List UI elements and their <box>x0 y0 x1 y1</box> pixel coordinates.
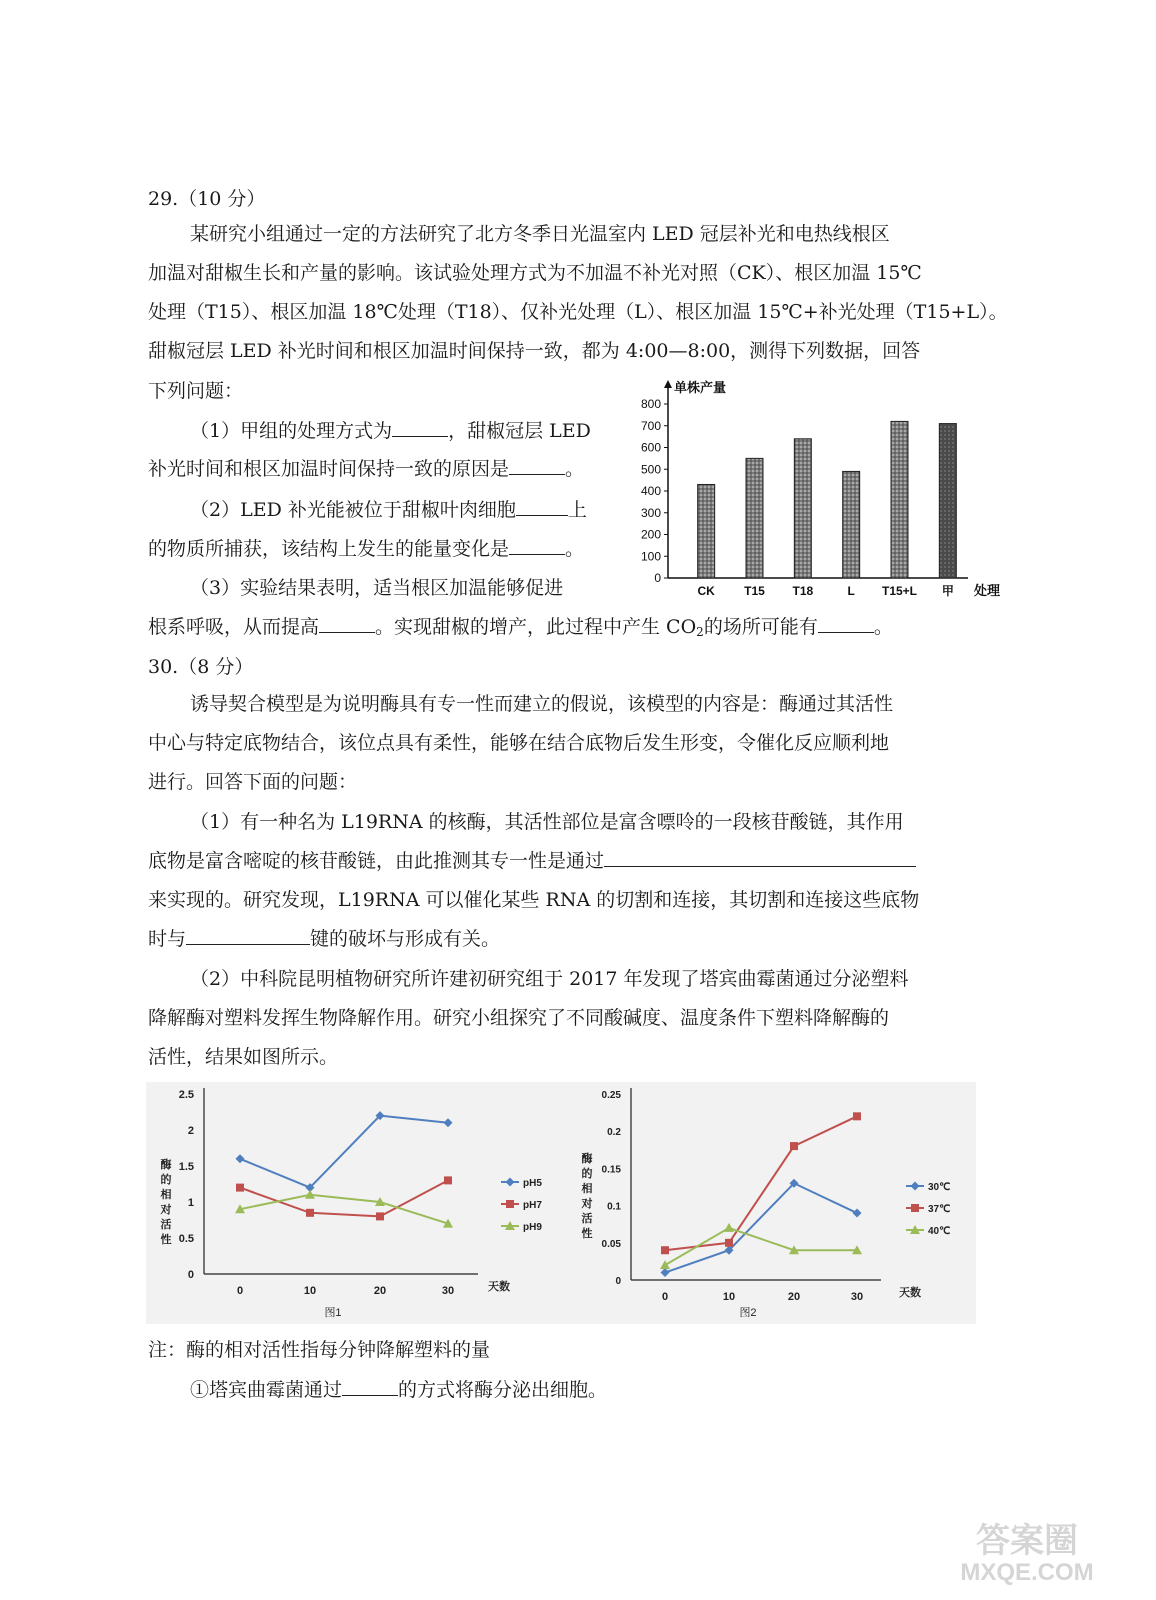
question-29-title: 29.（10 分） <box>148 188 266 210</box>
q30-paragraph-line: 中心与特定底物结合，该位点具有柔性，能够在结合底物后发生形变，令催化反应顺利地 <box>148 732 890 754</box>
x-tick-label: 甲 <box>941 584 954 598</box>
data-point <box>376 1212 384 1220</box>
q29-paragraph-line: 加温对甜椒生长和产量的影响。该试验处理方式为不加温不补光对照（CK）、根区加温 15℃ <box>148 262 922 284</box>
y-axis-label-char: 酶 <box>581 1153 593 1165</box>
watermark <box>932 1514 1122 1586</box>
x-axis-label: 天数 <box>899 1287 921 1299</box>
data-point <box>790 1142 798 1150</box>
answer-blank[interactable] <box>509 456 565 475</box>
legend-marker <box>506 1200 514 1208</box>
y-axis-label-char: 相 <box>581 1183 593 1195</box>
question-30-title: 30.（8 分） <box>148 656 254 678</box>
q30-paragraph-line: 进行。回答下面的问题： <box>148 771 358 793</box>
text: 。 <box>565 538 585 560</box>
data-point <box>661 1246 669 1254</box>
answer-blank[interactable] <box>509 536 565 555</box>
x-tick-label: 0 <box>236 1285 244 1297</box>
data-point <box>236 1184 244 1192</box>
q30-subquestion-1-cont: 来实现的。研究发现，L19RNA 可以催化某些 RNA 的切割和连接，其切割和连接这些底物 <box>148 889 920 911</box>
data-point <box>725 1239 733 1247</box>
bar-T18 <box>794 439 811 578</box>
y-axis-label: 单株产量 <box>674 380 727 395</box>
q30-subquestion-1: （1）有一种名为 L19RNA 的核酶，其活性部位是富含嘌呤的一段核苷酸链，其作用 <box>190 811 904 833</box>
q30-subquestion-1-cont <box>148 847 916 875</box>
q30-subquestion-2: （2）中科院昆明植物研究所许建初研究组于 2017 年发现了塔宾曲霉菌通过分泌塑料 <box>190 968 909 990</box>
legend-label: 40℃ <box>928 1226 951 1237</box>
x-axis-label: 天数 <box>488 1281 510 1293</box>
x-tick-label: 0 <box>661 1291 669 1303</box>
y-axis-label-char: 活 <box>581 1213 593 1225</box>
text: 根系呼吸，从而提高 <box>148 616 320 638</box>
legend-label: pH7 <box>523 1200 542 1211</box>
series-line-0 <box>240 1116 448 1188</box>
answer-blank[interactable] <box>392 418 448 437</box>
text: 上 <box>567 499 587 521</box>
text: ①塔宾曲霉菌通过 <box>190 1379 343 1401</box>
y-tick-label: 0 <box>615 1276 621 1287</box>
enzyme-activity-figures <box>146 1082 976 1324</box>
q29-paragraph-line: 甜椒冠层 LED 补光时间和根区加温时间保持一致，都为 4:00—8:00，测得下列数据，回答 <box>148 340 921 362</box>
answer-blank[interactable] <box>818 614 874 633</box>
answer-blank[interactable] <box>342 1377 398 1396</box>
bar-T15 <box>746 458 763 578</box>
bar-L <box>843 471 860 578</box>
legend-label: pH9 <box>523 1222 542 1233</box>
y-tick-label: 0.15 <box>601 1164 621 1176</box>
answer-blank[interactable] <box>516 497 568 516</box>
subscript: 2 <box>696 625 704 639</box>
x-tick-label: T15 <box>744 584 765 598</box>
y-axis-label-char: 活 <box>160 1219 172 1231</box>
y-axis-label-char: 酶 <box>160 1159 172 1171</box>
q30-subquestion-2-cont: 活性，结果如图所示。 <box>148 1046 339 1068</box>
x-tick-label: 20 <box>787 1291 801 1303</box>
data-point <box>444 1176 452 1184</box>
y-tick-label: 0.05 <box>601 1238 621 1250</box>
q29-paragraph-line: 处理（T15）、根区加温 18℃处理（T18）、仅补光处理（L）、根区加温 15℃+补光处理（T15+L）。 <box>148 301 1008 323</box>
y-tick-label: 0.2 <box>607 1127 621 1139</box>
text: （1）甲组的处理方式为 <box>190 420 393 442</box>
figure-caption: 图2 <box>739 1307 757 1319</box>
y-tick-label: 1.5 <box>178 1161 194 1173</box>
data-point <box>853 1112 861 1120</box>
watermark-logo <box>932 1514 1122 1586</box>
y-tick-label: 700 <box>640 418 661 433</box>
q29-paragraph-line: 某研究小组通过一定的方法研究了北方冬季日光温室内 LED 冠层补光和电热线根区 <box>190 223 890 245</box>
q29-subquestion-3-cont <box>148 613 893 646</box>
data-point <box>853 1209 862 1218</box>
y-tick-label: 2 <box>187 1125 194 1137</box>
x-tick-label: CK <box>697 584 715 598</box>
y-axis-label-char: 对 <box>160 1204 172 1216</box>
text: 时与 <box>148 928 187 950</box>
text: 的方式将酶分泌出细胞。 <box>398 1379 608 1401</box>
watermark-text: 答案圈 <box>976 1522 1078 1560</box>
x-tick-label: T18 <box>792 584 814 598</box>
bar-T15+L <box>891 421 908 578</box>
y-tick-label: 500 <box>640 462 661 477</box>
q29-subquestion-2 <box>190 496 587 524</box>
data-point <box>444 1118 453 1127</box>
y-tick-label: 0.1 <box>607 1201 621 1213</box>
x-tick-label: 10 <box>722 1291 736 1303</box>
text: 底物是富含嘧啶的核苷酸链，由此推测其专一性是通过 <box>148 850 605 872</box>
y-tick-label: 0.25 <box>601 1090 621 1101</box>
series-line-1 <box>665 1116 857 1250</box>
y-axis-label-char: 的 <box>581 1168 593 1180</box>
text: 。 <box>565 458 585 480</box>
data-point <box>306 1209 314 1217</box>
y-axis-arrow <box>664 380 672 388</box>
q29-subquestion-3: （3）实验结果表明，适当根区加温能够促进 <box>190 577 564 599</box>
y-tick-label: 0.5 <box>178 1233 194 1245</box>
note: 注：酶的相对活性指每分钟降解塑料的量 <box>148 1339 491 1361</box>
data-point <box>724 1223 734 1232</box>
y-tick-label: 2.5 <box>178 1089 194 1101</box>
data-point <box>236 1154 245 1163</box>
x-tick-label: 30 <box>850 1291 864 1303</box>
data-point <box>661 1268 670 1277</box>
y-axis-label-char: 对 <box>581 1198 593 1210</box>
legend-label: 37℃ <box>928 1204 951 1215</box>
y-tick-label: 400 <box>640 484 661 498</box>
y-tick-label: 600 <box>640 440 661 455</box>
x-tick-label: L <box>847 584 855 598</box>
bar-CK <box>698 484 715 578</box>
y-axis-label-char: 相 <box>160 1189 172 1201</box>
y-tick-label: 300 <box>640 505 661 520</box>
y-tick-label: 800 <box>640 397 661 411</box>
figure-caption: 图1 <box>324 1307 342 1319</box>
text: ，甜椒冠层 LED <box>448 420 591 442</box>
answer-blank[interactable] <box>604 848 916 867</box>
q30-subquestion-2-cont: 降解酶对塑料发挥生物降解作用。研究小组探究了不同酸碱度、温度条件下塑料降解酶的 <box>148 1007 890 1029</box>
q29-subquestion-1-cont <box>148 455 584 483</box>
text: 键的破坏与形成有关。 <box>310 928 501 950</box>
q30-subquestion-1-cont <box>148 925 500 953</box>
text: 补光时间和根区加温时间保持一致的原因是 <box>148 458 510 480</box>
legend-label: pH5 <box>523 1178 542 1189</box>
text: 的物质所捕获，该结构上发生的能量变化是 <box>148 538 510 560</box>
x-tick-label: 30 <box>441 1285 455 1297</box>
legend-marker <box>506 1178 515 1187</box>
q29-paragraph-line: 下列问题： <box>148 380 244 402</box>
yield-bar-chart <box>628 378 1012 608</box>
y-tick-label: 100 <box>640 549 661 564</box>
answer-blank[interactable] <box>319 614 375 633</box>
legend-marker <box>911 1182 920 1191</box>
answer-blank[interactable] <box>186 926 310 945</box>
y-tick-label: 200 <box>640 527 661 542</box>
x-axis-label: 处理 <box>974 583 1001 598</box>
q30-item-1 <box>190 1376 607 1404</box>
line-chart-temperature <box>561 1082 976 1324</box>
y-axis-label-char: 性 <box>160 1234 172 1246</box>
y-tick-label: 1 <box>187 1197 194 1209</box>
text: 。 <box>873 616 893 638</box>
line-chart-ph <box>146 1082 561 1324</box>
y-tick-label: 0 <box>187 1269 194 1281</box>
x-tick-label: T15+L <box>881 584 918 598</box>
legend-marker <box>911 1204 919 1212</box>
y-axis-label-char: 性 <box>581 1228 593 1240</box>
watermark-url: MXQE.COM <box>960 1559 1094 1586</box>
x-tick-label: 10 <box>303 1285 317 1297</box>
data-point <box>660 1260 670 1269</box>
text: （2）LED 补光能被位于甜椒叶肉细胞 <box>190 499 516 521</box>
q30-paragraph-line: 诱导契合模型是为说明酶具有专一性而建立的假说，该模型的内容是：酶通过其活性 <box>190 693 894 715</box>
y-axis-label-char: 的 <box>160 1174 172 1186</box>
text: 。实现甜椒的增产，此过程中产生 CO <box>375 616 697 638</box>
legend-label: 30℃ <box>928 1182 951 1193</box>
bar-甲 <box>939 424 956 578</box>
x-tick-label: 20 <box>373 1285 387 1297</box>
q29-subquestion-2-cont <box>148 535 584 563</box>
text: 的场所可能有 <box>703 616 818 638</box>
y-tick-label: 0 <box>654 571 661 585</box>
q29-subquestion-1 <box>190 417 591 445</box>
